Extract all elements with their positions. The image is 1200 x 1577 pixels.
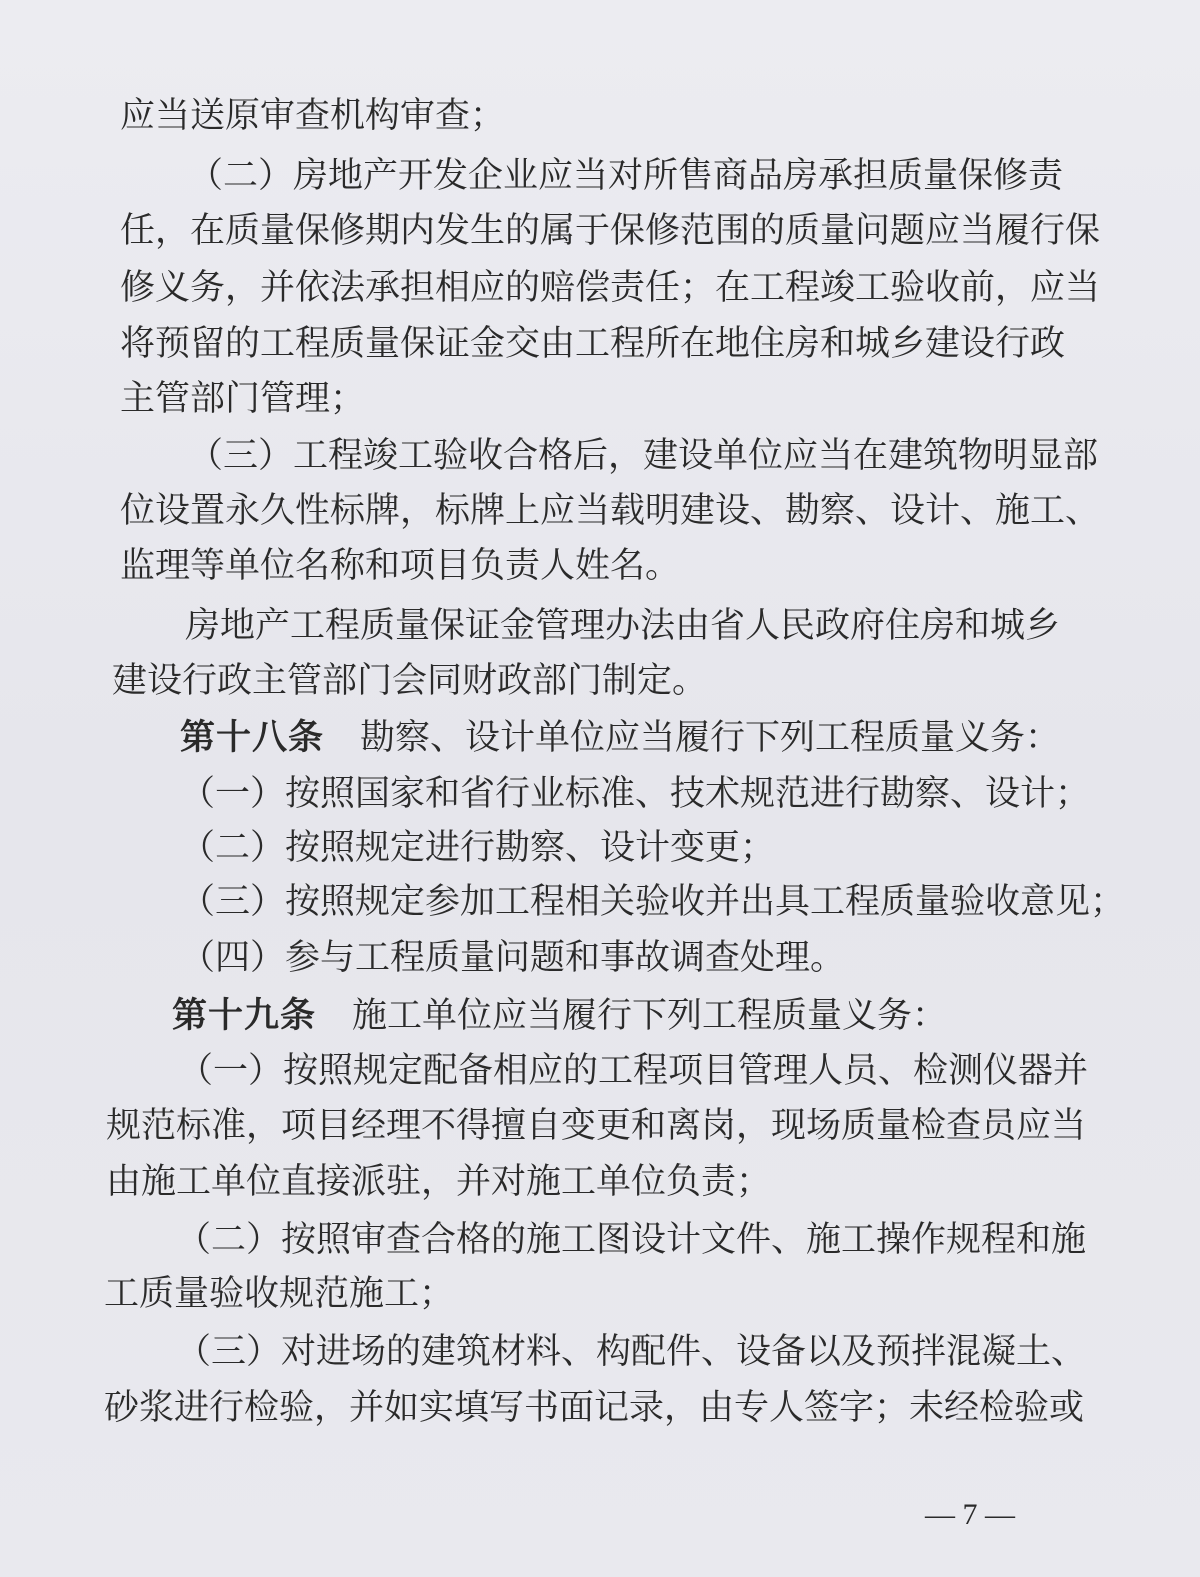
text-line: 应当送原审查机构审查；	[120, 96, 506, 136]
text-line: 工质量验收规范施工；	[104, 1274, 455, 1314]
text-line: （二）按照审查合格的施工图设计文件、施工操作规程和施	[176, 1220, 1087, 1260]
article-19-text: 施工单位应当履行下列工程质量义务：	[352, 996, 948, 1036]
text-line: 修义务，并依法承担相应的赔偿责任；在工程竣工验收前，应当	[120, 268, 1101, 308]
article-18-heading: 第十八条	[180, 717, 325, 758]
text-line: 砂浆进行检验，并如实填写书面记录，由专人签字；未经检验或	[104, 1388, 1085, 1428]
text-line: （二）房地产开发企业应当对所售商品房承担质量保修责	[188, 156, 1064, 196]
text-line: （三）按照规定参加工程相关验收并出具工程质量验收意见；	[180, 882, 1126, 922]
text-line: （二）按照规定进行勘察、设计变更；	[180, 828, 776, 868]
text-line: 任，在质量保修期内发生的属于保修范围的质量问题应当履行保	[120, 211, 1101, 251]
text-line: 房地产工程质量保证金管理办法由省人民政府住房和城乡	[185, 606, 1061, 646]
text-line: （三）工程竣工验收合格后，建设单位应当在建筑物明显部	[188, 436, 1099, 476]
text-line: 监理等单位名称和项目负责人姓名。	[120, 546, 681, 586]
text-line: 由施工单位直接派驻，并对施工单位负责；	[106, 1162, 772, 1202]
text-line: （一）按照规定配备相应的工程项目管理人员、检测仪器并	[178, 1051, 1089, 1091]
article-19-heading: 第十九条	[172, 995, 317, 1036]
text-line: 规范标准，项目经理不得擅自变更和离岗，现场质量检查员应当	[106, 1106, 1087, 1146]
text-line: 主管部门管理；	[120, 379, 366, 419]
text-line: （三）对进场的建筑材料、构配件、设备以及预拌混凝土、	[176, 1332, 1087, 1372]
article-18-line	[180, 712, 1060, 764]
text-line: 将预留的工程质量保证金交由工程所在地住房和城乡建设行政	[120, 324, 1066, 364]
text-line: 建设行政主管部门会同财政部门制定。	[112, 661, 708, 701]
page-number: — 7 —	[925, 1498, 1015, 1531]
text-line: 位设置永久性标牌，标牌上应当载明建设、勘察、设计、施工、	[120, 491, 1101, 531]
text-line: （一）按照国家和省行业标准、技术规范进行勘察、设计；	[180, 774, 1091, 814]
article-18-text: 勘察、设计单位应当履行下列工程质量义务：	[360, 718, 1061, 758]
article-19-line	[172, 990, 947, 1042]
text-line: （四）参与工程质量问题和事故调查处理。	[180, 938, 846, 978]
